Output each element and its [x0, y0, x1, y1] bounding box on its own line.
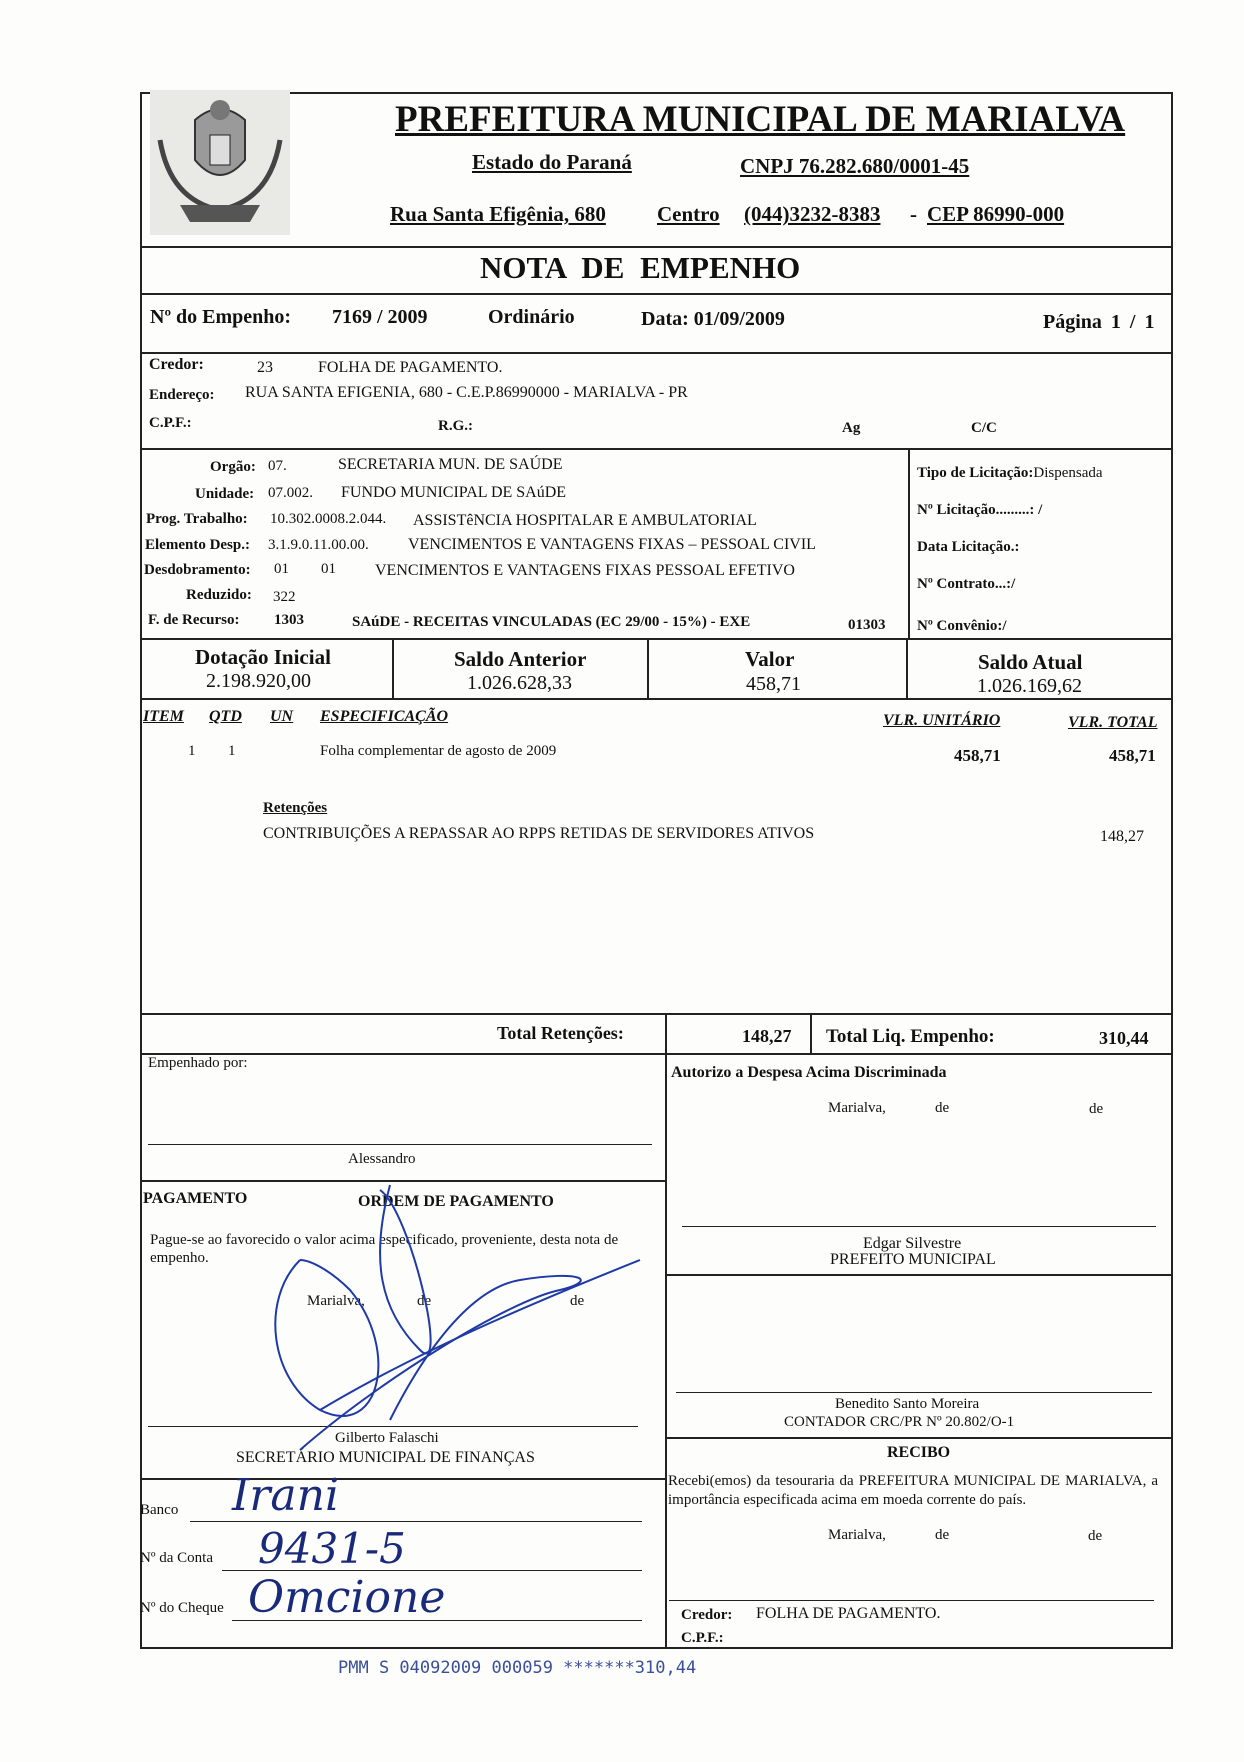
header-state: Estado do Paraná — [472, 150, 632, 174]
item-total-value: 458,71 — [1109, 746, 1156, 765]
cpf-label: C.P.F.: — [149, 415, 192, 431]
cheque-value: Omcione — [248, 1572, 446, 1623]
prog-name: ASSISTêNCIA HOSPITALAR E AMBULATORIAL — [413, 512, 757, 529]
prog-code: 10.302.0008.2.044. — [270, 511, 387, 527]
fonte-label: F. de Recurso: — [148, 612, 240, 628]
empenho-type: Ordinário — [488, 306, 575, 328]
autorizo-city: Marialva, — [828, 1100, 886, 1116]
empenho-number: 7169 / 2009 — [332, 306, 428, 328]
desdobramento-code-1: 01 — [274, 561, 289, 577]
pagamento-de-2: de — [570, 1293, 585, 1309]
dotacao-value: 2.198.920,00 — [206, 670, 311, 692]
desdobramento-code-2: 01 — [321, 561, 336, 577]
pagamento-label: PAGAMENTO — [143, 1190, 248, 1207]
retencoes-value: 148,27 — [1100, 828, 1144, 845]
total-liquido-value: 310,44 — [1099, 1028, 1149, 1048]
recibo-title: RECIBO — [887, 1444, 951, 1461]
orgao-code: 07. — [268, 458, 287, 474]
credor-name: FOLHA DE PAGAMENTO. — [318, 359, 503, 376]
orgao-name: SECRETARIA MUN. DE SAÚDE — [338, 456, 563, 473]
header-phone: (044)3232-8383 — [744, 202, 881, 226]
licitacao-type-value: Dispensada — [1033, 465, 1103, 481]
retencoes-description: CONTRIBUIÇÕES A REPASSAR AO RPPS RETIDAS DE SERVIDORES ATIVOS — [263, 825, 815, 842]
prefeito-role: PREFEITO MUNICIPAL — [830, 1251, 996, 1268]
item-number: 1 — [188, 743, 196, 759]
convenio-number: Nº Convênio:/ — [917, 618, 1007, 634]
unidade-code: 07.002. — [268, 485, 313, 501]
banco-label: Banco — [140, 1502, 179, 1518]
item-qtd: 1 — [228, 743, 236, 759]
pagamento-text: Pague-se ao favorecido o valor acima especificado, proveniente, desta nota de empenho. — [150, 1232, 619, 1266]
credor-label: Credor: — [149, 356, 204, 373]
total-retencoes-label: Total Retenções: — [497, 1023, 624, 1043]
total-retencoes-value: 148,27 — [742, 1026, 792, 1046]
contrato-number: Nº Contrato...:/ — [917, 576, 1016, 592]
saldo-anterior-label: Saldo Anterior — [454, 647, 587, 671]
col-especificacao: ESPECIFICAÇÃO — [320, 708, 449, 725]
ordem-pagamento-label: ORDEM DE PAGAMENTO — [358, 1193, 554, 1210]
banco-value: Irani — [232, 1470, 340, 1521]
bank-stamp: PMM S 04092009 000059 *******310,44 — [338, 1658, 697, 1678]
recibo-city: Marialva, — [828, 1527, 886, 1543]
licitacao-type-label: Tipo de Licitação:Dispensada — [917, 465, 1103, 481]
recibo-credor-label: Credor: — [681, 1607, 733, 1623]
saldo-anterior-value: 1.026.628,33 — [467, 672, 572, 694]
licitacao-date: Data Licitação.: — [917, 539, 1020, 555]
account-label: C/C — [971, 420, 997, 436]
valor-label: Valor — [745, 647, 795, 671]
retencoes-label: Retenções — [263, 800, 328, 816]
col-unit-value: VLR. UNITÁRIO — [883, 712, 1001, 729]
saldo-atual-label: Saldo Atual — [978, 650, 1083, 674]
elemento-code: 3.1.9.0.11.00.00. — [268, 537, 369, 553]
recibo-text: Recebi(emos) da tesouraria da PREFEITURA MUNICIPAL DE MARIALVA, a importância especificada acima em moeda corrente do país. — [668, 1473, 1158, 1508]
credor-address: RUA SANTA EFIGENIA, 680 - C.E.P.86990000 - MARIALVA - PR — [245, 384, 688, 401]
header-address: Rua Santa Efigênia, 680 — [390, 202, 606, 226]
dotacao-label: Dotação Inicial — [195, 645, 331, 669]
col-item: ITEM — [143, 708, 184, 725]
reduzido-label: Reduzido: — [186, 587, 252, 603]
signature-scribble — [260, 1180, 660, 1470]
prefeito-name: Edgar Silvestre — [863, 1235, 962, 1252]
autorizo-label: Autorizo a Despesa Acima Discriminada — [671, 1064, 947, 1081]
municipal-crest-logo — [150, 90, 290, 235]
document-title: NOTA DE EMPENHO — [480, 250, 801, 285]
header-title: PREFEITURA MUNICIPAL DE MARIALVA — [395, 99, 1126, 140]
autorizo-de-1: de — [935, 1100, 950, 1116]
recibo-de-2: de — [1088, 1528, 1103, 1544]
prog-label: Prog. Trabalho: — [146, 511, 248, 527]
contador-name: Benedito Santo Moreira — [835, 1396, 980, 1412]
col-qtd: QTD — [209, 708, 242, 725]
licitacao-number: Nº Licitação.........: / — [917, 502, 1043, 518]
rg-label: R.G.: — [438, 418, 473, 434]
orgao-label: Orgão: — [210, 459, 256, 475]
header-cnpj: CNPJ 76.282.680/0001-45 — [740, 154, 970, 178]
item-description: Folha complementar de agosto de 2009 — [320, 743, 557, 759]
credor-code: 23 — [257, 359, 273, 376]
col-un: UN — [270, 708, 294, 725]
empenho-number-label: Nº do Empenho: — [150, 306, 292, 328]
valor-value: 458,71 — [746, 673, 801, 695]
empenhado-label: Empenhado por: — [148, 1055, 248, 1071]
recibo-de-1: de — [935, 1527, 950, 1543]
recibo-credor-name: FOLHA DE PAGAMENTO. — [756, 1605, 941, 1622]
recibo-cpf-label: C.P.F.: — [681, 1630, 724, 1646]
pagamento-city: Marialva, — [307, 1293, 365, 1309]
unidade-label: Unidade: — [195, 486, 255, 502]
pagamento-de-1: de — [417, 1293, 432, 1309]
autorizo-de-2: de — [1089, 1101, 1104, 1117]
desdobramento-name: VENCIMENTOS E VANTAGENS FIXAS PESSOAL EFETIVO — [375, 562, 795, 579]
conta-value: 9431-5 — [258, 1524, 406, 1573]
reduzido-value: 322 — [273, 589, 296, 605]
elemento-label: Elemento Desp.: — [145, 537, 250, 553]
secretario-role: SECRETÁRIO MUNICIPAL DE FINANÇAS — [236, 1449, 535, 1466]
col-total-value: VLR. TOTAL — [1068, 714, 1158, 731]
secretario-name: Gilberto Falaschi — [335, 1430, 439, 1446]
header-district: Centro — [657, 202, 720, 226]
item-unit-value: 458,71 — [954, 746, 1001, 765]
page-number: Página 1 / 1 — [1043, 311, 1155, 333]
fonte-name: SAúDE - RECEITAS VINCULADAS (EC 29/00 - 15%) - EXE — [352, 614, 751, 630]
fonte-code: 1303 — [274, 612, 304, 628]
fonte-code-2: 01303 — [848, 617, 886, 633]
header-phone-separator: - — [910, 202, 917, 226]
unidade-name: FUNDO MUNICIPAL DE SAúDE — [341, 484, 567, 501]
contador-role: CONTADOR CRC/PR Nº 20.802/O-1 — [784, 1414, 1015, 1430]
header-cep: CEP 86990-000 — [927, 202, 1065, 226]
conta-label: Nº da Conta — [140, 1550, 213, 1566]
address-label: Endereço: — [149, 387, 215, 403]
elemento-name: VENCIMENTOS E VANTAGENS FIXAS – PESSOAL CIVIL — [408, 536, 816, 553]
saldo-atual-value: 1.026.169,62 — [977, 675, 1082, 697]
empenhado-name: Alessandro — [348, 1151, 416, 1167]
empenho-date: Data: 01/09/2009 — [641, 308, 785, 330]
total-liquido-label: Total Liq. Empenho: — [826, 1026, 995, 1047]
cheque-label: Nº do Cheque — [140, 1600, 224, 1616]
desdobramento-label: Desdobramento: — [144, 562, 251, 578]
agency-label: Ag — [842, 420, 861, 436]
